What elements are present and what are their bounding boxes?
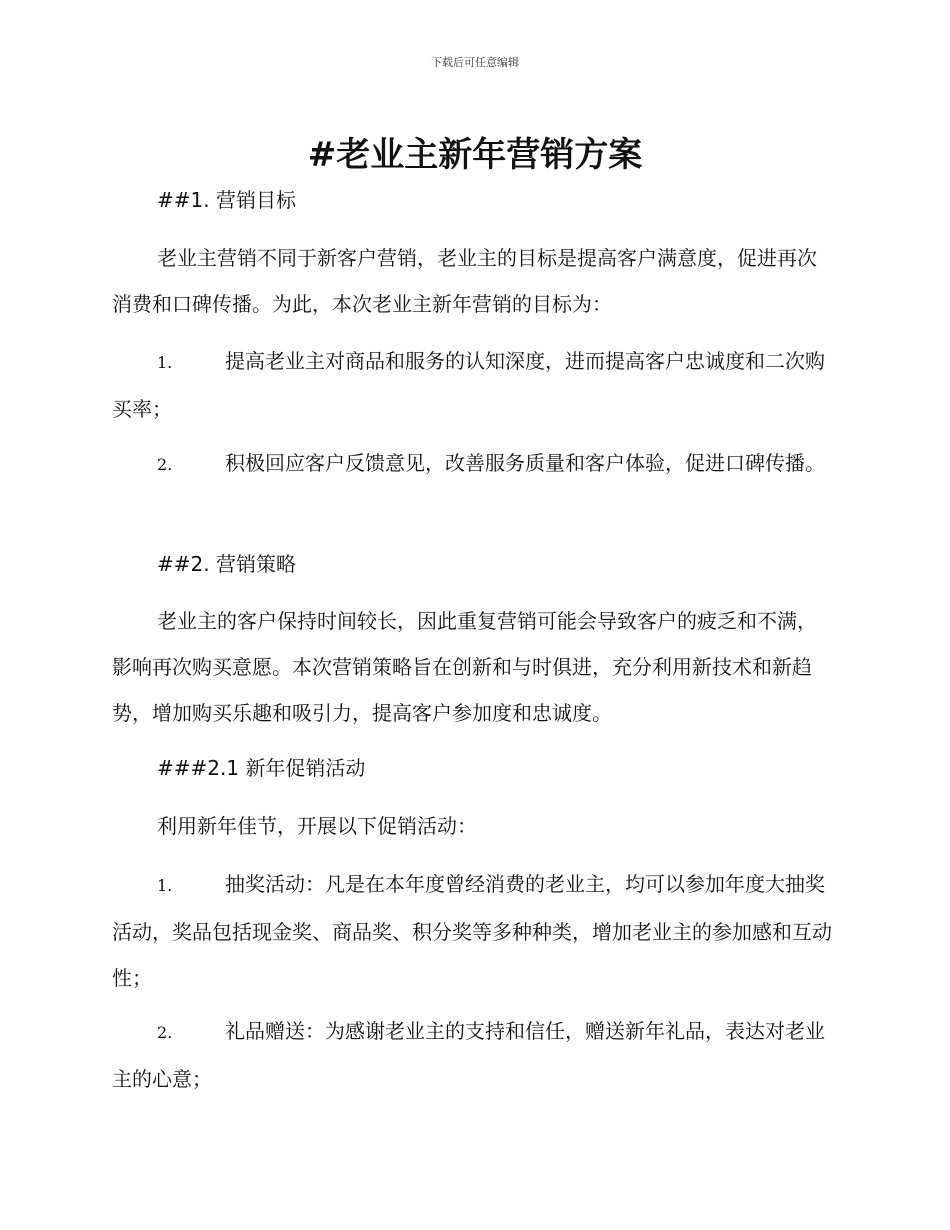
list-text: 积极回应客户反馈意见，改善服务质量和客户体验，促进口碑传播。	[225, 451, 825, 475]
list-item	[112, 1008, 832, 1102]
list-item	[112, 861, 832, 1001]
list-number: 1.	[157, 353, 173, 372]
list-item	[112, 338, 832, 432]
section-1-heading: ##1. 营销目标	[157, 188, 296, 212]
list-text: 抽奖活动：凡是在本年度曾经消费的老业主，均可以参加年度大抽奖活动，奖品包括现金奖、商品奖、积分奖等多种种类，增加老业主的参加感和互动性；	[112, 872, 832, 990]
paragraph: 利用新年佳节，开展以下促销活动：	[157, 814, 477, 838]
paragraph: 老业主的客户保持时间较长，因此重复营销可能会导致客户的疲乏和不满，影响再次购买意愿。本次营销策略旨在创新和与时俱进，充分利用新技术和新趋势，增加购买乐趣和吸引力，提高客户参加度和忠诚度。	[112, 609, 817, 725]
paragraph: 老业主营销不同于新客户营销，老业主的目标是提高客户满意度，促进再次消费和口碑传播。为此，本次老业主新年营销的目标为：	[112, 246, 817, 316]
document-title: #老业主新年营销方案	[307, 135, 643, 175]
list-number: 2.	[157, 455, 173, 474]
section-2-1-heading: ###2.1 新年促销活动	[157, 756, 366, 780]
section-2-intro	[112, 598, 832, 736]
list-text: 礼品赠送：为感谢老业主的支持和信任，赠送新年礼品，表达对老业主的心意；	[112, 1019, 825, 1091]
list-number: 2.	[157, 1023, 173, 1042]
page-header-note: 下载后可任意编辑	[431, 56, 519, 69]
section-2-heading: ##2. 营销策略	[157, 552, 296, 576]
list-text: 提高老业主对商品和服务的认知深度，进而提高客户忠诚度和二次购买率；	[112, 349, 825, 421]
list-number: 1.	[157, 876, 173, 895]
list-item	[112, 440, 832, 488]
section-2-1-intro	[112, 803, 832, 849]
section-1-intro	[112, 235, 832, 327]
